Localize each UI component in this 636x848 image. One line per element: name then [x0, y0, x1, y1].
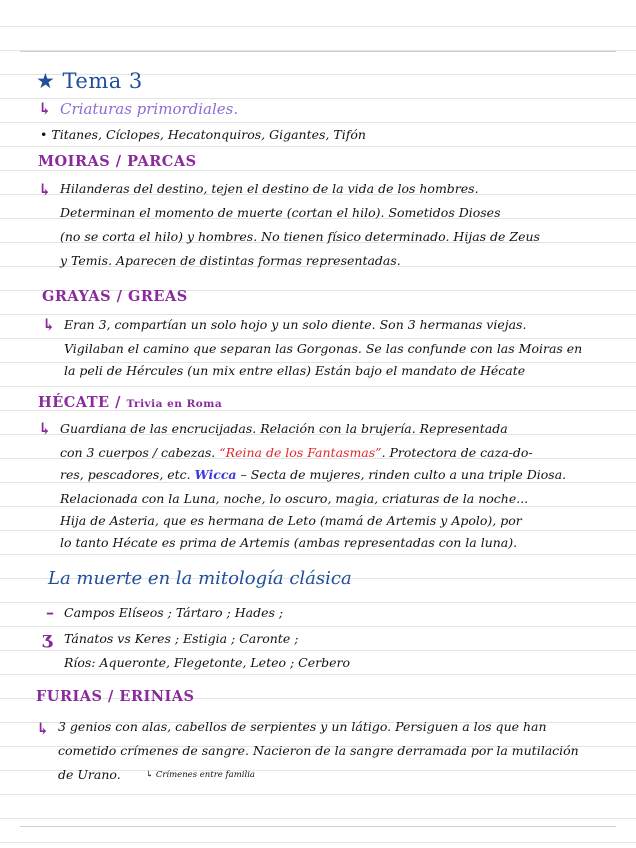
dash-icon: –	[46, 603, 54, 622]
text-line: Guardiana de las encrucijadas. Relación con la brujería. Representada	[60, 421, 508, 436]
arrow-icon: ↳	[38, 419, 52, 438]
text-line: Ríos: Aqueronte, Flegetonte, Leteo ; Cerbero	[64, 655, 351, 670]
text-span: – Secta de mujeres, rinden culto a una triple Diosa.	[236, 467, 567, 482]
text-line: Tánatos vs Keres ; Estigia ; Caronte ;	[64, 631, 299, 646]
highlight-red: “Reina de los Fantasmas”	[219, 445, 382, 460]
text-line: la peli de Hércules (un mix entre ellas) Están bajo el mandato de Hécate	[64, 363, 526, 378]
text-line: cometido crímenes de sangre. Nacieron de la sangre derramada por la mutilación	[58, 743, 579, 758]
star-icon: ★	[36, 69, 56, 93]
text-line: Vigilaban el camino que separan las Gorgonas. Se las confunde con las Moiras en	[64, 341, 583, 356]
bullet-icon: •	[40, 127, 52, 142]
divider	[20, 51, 616, 52]
text-line	[60, 464, 566, 486]
section-heading-hecate	[38, 392, 222, 415]
text-line: y Temis. Aparecen de distintas formas representadas.	[60, 253, 401, 268]
text-line	[60, 442, 533, 464]
arrow-icon: ↳	[146, 770, 156, 780]
arrow-icon: ↳	[42, 315, 56, 334]
note-text: Crímenes entre familia	[155, 770, 255, 780]
section-heading-moiras: MOIRAS / PARCAS	[38, 153, 197, 170]
text-line: Relacionada con la Luna, noche, lo oscuro, magia, criaturas de la noche...	[60, 491, 529, 506]
arrow-icon: ↳	[36, 719, 50, 738]
text-line: de Urano.	[58, 767, 121, 782]
bracket-icon: ʒ	[42, 628, 53, 649]
heading-text: HÉCATE /	[38, 394, 127, 411]
bullet-text: Titanes, Cíclopes, Hecatonquiros, Gigantes, Tifón	[51, 127, 366, 142]
section-heading-muerte: La muerte en la mitología clásica	[48, 568, 352, 589]
page-title	[36, 70, 143, 92]
text-line: Hilanderas del destino, tejen el destino de la vida de los hombres.	[60, 181, 479, 196]
text-span: res, pescadores, etc.	[60, 467, 195, 482]
side-note	[146, 764, 255, 786]
text-line: 3 genios con alas, cabellos de serpientes y un látigo. Persiguen a los que han	[58, 719, 547, 734]
text-line: Hija de Asteria, que es hermana de Leto (mamá de Artemis y Apolo), por	[60, 513, 522, 528]
title-text: Tema 3	[62, 69, 143, 93]
highlight-blue: Wicca	[194, 467, 237, 482]
text-line: Campos Elíseos ; Tártaro ; Hades ;	[64, 605, 284, 620]
text-line: Eran 3, compartían un solo hojo y un solo diente. Son 3 hermanas viejas.	[64, 317, 527, 332]
arrow-icon: ↳	[38, 180, 52, 199]
text-line: lo tanto Hécate es prima de Artemis (ambas representadas con la luna).	[60, 535, 518, 550]
text-span: con 3 cuerpos / cabezas.	[60, 445, 220, 460]
text-span: . Protectora de caza-do-	[381, 445, 533, 460]
section-heading-grayas: GRAYAS / GREAS	[42, 288, 188, 305]
bullet-list-item	[40, 124, 366, 146]
subtitle: Criaturas primordiales.	[60, 100, 239, 118]
heading-subtext: Trivia en Roma	[126, 398, 223, 410]
divider	[20, 826, 616, 827]
section-heading-furias: FURIAS / ERINIAS	[36, 688, 195, 705]
text-line: (no se corta el hilo) y hombres. No tienen físico determinado. Hijas de Zeus	[60, 229, 540, 244]
text-line: Determinan el momento de muerte (cortan el hilo). Sometidos Dioses	[60, 205, 501, 220]
arrow-icon: ↳	[38, 99, 52, 118]
